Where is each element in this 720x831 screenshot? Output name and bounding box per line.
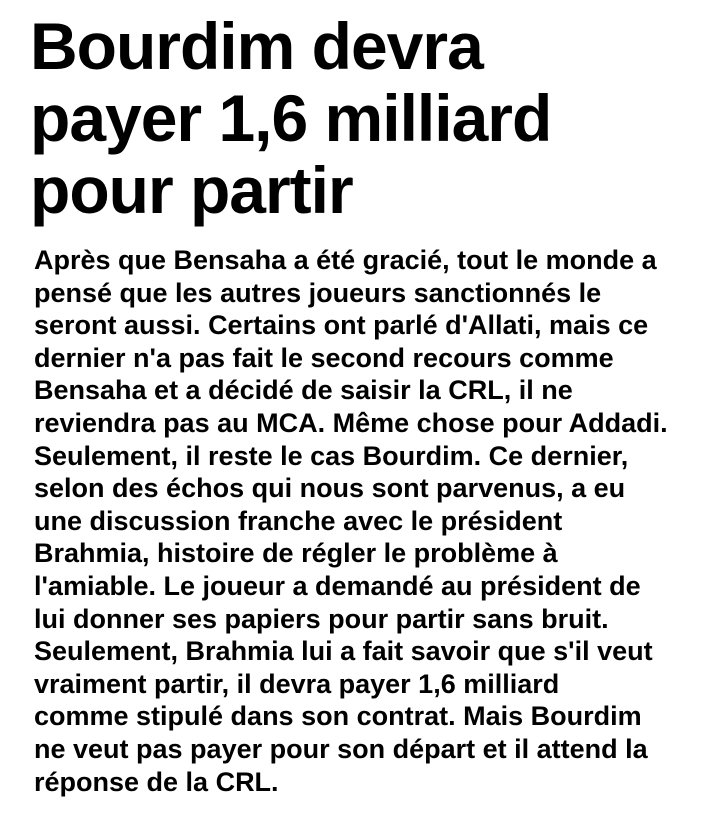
headline-line: payer 1,6 milliard bbox=[30, 81, 552, 155]
body-line: reviendra pas au MCA. Même chose pour Addadi. bbox=[34, 407, 668, 438]
body-line: Seulement, il reste le cas Bourdim. Ce dernier, bbox=[34, 440, 629, 471]
body-line: selon des échos qui nous sont parvenus, a eu bbox=[34, 473, 626, 504]
body-line: ne veut pas payer pour son départ et il attend la bbox=[34, 733, 648, 764]
headline bbox=[30, 10, 710, 226]
body-line: Après que Bensaha a été gracié, tout le monde a bbox=[34, 245, 657, 275]
headline-line: pour partir bbox=[30, 153, 353, 227]
body-line: comme stipulé dans son contrat. Mais Bourdim bbox=[34, 701, 642, 732]
body-line: lui donner ses papiers pour partir sans bruit. bbox=[34, 603, 609, 634]
body-line: seront aussi. Certains ont parlé d'Allati, mais ce bbox=[34, 310, 649, 341]
article-body bbox=[34, 244, 694, 798]
body-line: Brahmia, histoire de régler le problème à bbox=[34, 538, 558, 569]
body-line: Seulement, Brahmia lui a fait savoir que s'il veut bbox=[34, 636, 653, 667]
headline-line: Bourdim devra bbox=[30, 9, 483, 83]
body-line: réponse de la CRL. bbox=[34, 766, 279, 797]
body-line: pensé que les autres joueurs sanctionnés le bbox=[34, 277, 602, 308]
body-line: Bensaha et a décidé de saisir la CRL, il ne bbox=[34, 375, 573, 406]
body-line: l'amiable. Le joueur a demandé au président de bbox=[34, 570, 641, 601]
body-line: une discussion franche avec le président bbox=[34, 505, 563, 536]
body-line: vraiment partir, il devra payer 1,6 milliard bbox=[34, 668, 560, 699]
body-line: dernier n'a pas fait le second recours comme bbox=[34, 342, 614, 373]
